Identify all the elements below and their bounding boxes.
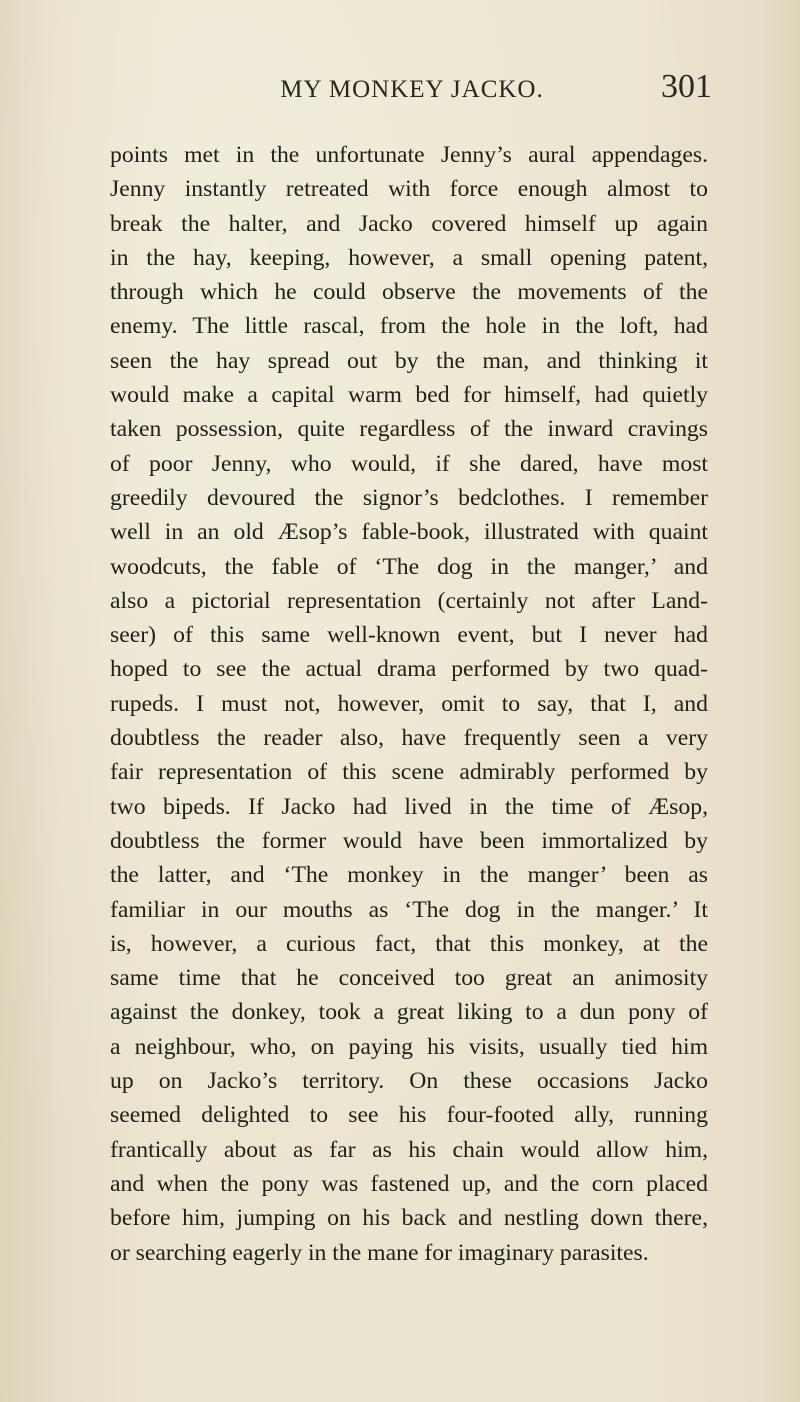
text-line: before him, jumping on his back and nestling down there, <box>110 1205 708 1232</box>
text-line: also a pictorial representation (certainly not after Land- <box>110 587 708 614</box>
text-line: doubtless the reader also, have frequently seen a very <box>110 725 708 752</box>
text-line: Jenny instantly retreated with force enough almost to <box>110 176 708 203</box>
text-line: is, however, a curious fact, that this monkey, at the <box>110 930 708 957</box>
text-line: familiar in our mouths as ‘The dog in the manger.’ It <box>110 896 708 923</box>
text-line: a neighbour, who, on paying his visits, usually tied him <box>110 1033 708 1060</box>
text-line: fair representation of this scene admirably performed by <box>110 759 708 786</box>
text-line: and when the pony was fastened up, and the corn placed <box>110 1170 708 1197</box>
text-line: same time that he conceived too great an animosity <box>110 965 708 992</box>
text-line: seemed delighted to see his four-footed ally, running <box>110 1102 708 1129</box>
text-line: taken possession, quite regardless of the inward cravings <box>110 416 708 443</box>
text-line: would make a capital warm bed for himself, had quietly <box>110 382 708 409</box>
text-line: up on Jacko’s territory. On these occasions Jacko <box>110 1068 708 1095</box>
text-line: doubtless the former would have been immortalized by <box>110 827 708 854</box>
text-line: two bipeds. If Jacko had lived in the time of Æsop, <box>110 793 708 820</box>
text-line: break the halter, and Jacko covered himself up again <box>110 210 708 237</box>
text-line: the latter, and ‘The monkey in the manger’ been as <box>110 862 708 889</box>
text-line: through which he could observe the movements of the <box>110 279 708 306</box>
body-paragraph <box>110 138 708 1270</box>
text-line: seen the hay spread out by the man, and thinking it <box>110 347 708 374</box>
page-number: 301 <box>661 68 712 105</box>
text-line: against the donkey, took a great liking to a dun pony of <box>110 999 708 1026</box>
text-line: hoped to see the actual drama performed by two quad- <box>110 656 708 683</box>
text-line: seer) of this same well-known event, but I never had <box>110 622 708 649</box>
text-line: or searching eagerly in the mane for imaginary parasites. <box>110 1239 649 1266</box>
text-line: enemy. The little rascal, from the hole in the loft, had <box>110 313 708 340</box>
text-line: greedily devoured the signor’s bedclothes. I remember <box>110 484 708 511</box>
text-line: points met in the unfortunate Jenny’s aural appendages. <box>110 142 708 168</box>
text-line: in the hay, keeping, however, a small opening patent, <box>110 244 708 271</box>
text-line: of poor Jenny, who would, if she dared, have most <box>110 450 708 477</box>
running-head <box>112 68 712 112</box>
running-title: MY MONKEY JACKO. <box>280 76 544 103</box>
text-line: woodcuts, the fable of ‘The dog in the manger,’ and <box>110 553 708 580</box>
text-line: rupeds. I must not, however, omit to say, that I, and <box>110 690 708 717</box>
text-line: frantically about as far as his chain would allow him, <box>110 1136 708 1163</box>
text-line: well in an old Æsop’s fable-book, illustrated with quaint <box>110 519 708 546</box>
